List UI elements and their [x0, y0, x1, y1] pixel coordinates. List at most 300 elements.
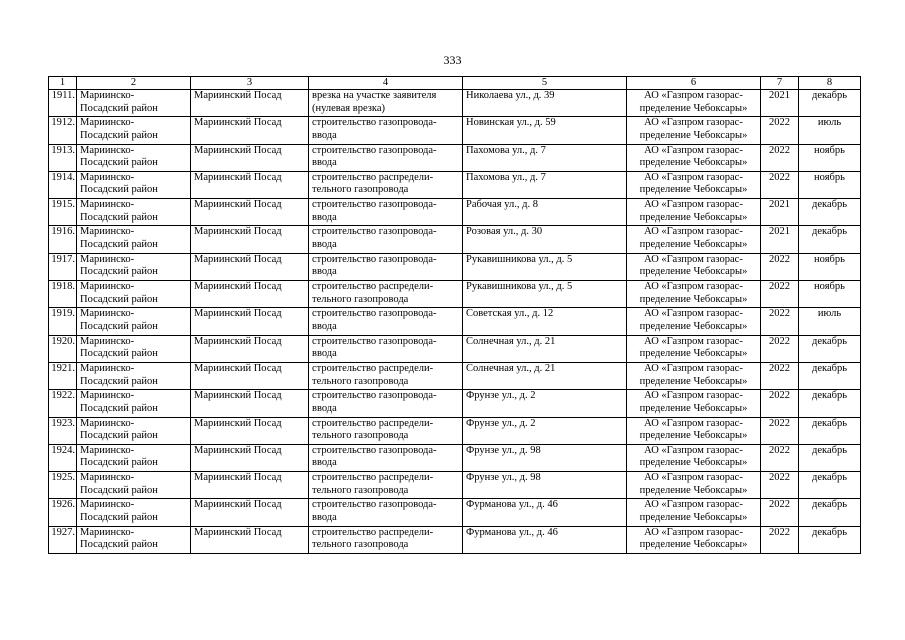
row-number-text: 1914. — [51, 171, 75, 183]
month-cell — [799, 144, 861, 171]
organization-cell — [627, 117, 761, 144]
organization-cell-text: пределение Чебоксары» — [639, 512, 748, 524]
work-type-cell-text: (нулевая врезка) — [312, 102, 385, 114]
column-header: 6 — [627, 77, 761, 90]
year-cell — [761, 308, 799, 335]
settlement-cell — [191, 472, 309, 499]
settlement-cell — [191, 526, 309, 553]
district-cell — [77, 226, 191, 253]
organization-cell-text: пределение Чебоксары» — [639, 239, 748, 251]
organization-cell-text: АО «Газпром газорас- — [644, 308, 743, 320]
column-number-row — [49, 77, 861, 90]
work-type-cell — [309, 362, 463, 389]
year-cell-text: 2021 — [769, 199, 790, 211]
work-type-cell — [309, 526, 463, 553]
settlement-cell-text: Мариинский Посад — [194, 171, 282, 183]
district-cell-text: Мариинско- — [80, 308, 135, 320]
work-type-cell-text: ввода — [312, 266, 337, 278]
row-number-text: 1917. — [51, 253, 75, 265]
address-cell-text: Николаева ул., д. 39 — [466, 90, 555, 101]
settlement-cell-text: Мариинский Посад — [194, 281, 282, 293]
table-row — [49, 199, 861, 226]
settlement-cell-text: Мариинский Посад — [194, 444, 282, 456]
month-cell-text: декабрь — [812, 472, 847, 484]
row-number-text: 1922. — [51, 390, 75, 402]
year-cell-text: 2022 — [769, 117, 790, 129]
organization-cell-text: пределение Чебоксары» — [639, 266, 748, 278]
district-cell-text: Мариинско- — [80, 390, 135, 402]
organization-cell-text: АО «Газпром газорас- — [644, 335, 743, 347]
table-row — [49, 390, 861, 417]
district-cell-text: Посадский район — [80, 293, 158, 305]
row-number — [49, 526, 77, 553]
work-type-cell — [309, 171, 463, 198]
work-type-cell-text: тельного газопровода — [312, 430, 409, 442]
address-cell-text: Новинская ул., д. 59 — [466, 117, 556, 129]
settlement-cell-text: Мариинский Посад — [194, 335, 282, 347]
work-type-cell-text: строительство газопровода- — [312, 144, 437, 156]
organization-cell — [627, 308, 761, 335]
year-cell-text: 2021 — [769, 90, 790, 101]
row-number — [49, 90, 77, 117]
organization-cell-text: АО «Газпром газорас- — [644, 444, 743, 456]
address-cell-text: Солнечная ул., д. 21 — [466, 362, 556, 374]
month-cell-text: декабрь — [812, 90, 847, 101]
year-cell — [761, 499, 799, 526]
year-cell — [761, 444, 799, 471]
table-row — [49, 226, 861, 253]
district-cell — [77, 390, 191, 417]
organization-cell-text: АО «Газпром газорас- — [644, 499, 743, 511]
row-number — [49, 390, 77, 417]
address-cell-text: Солнечная ул., д. 21 — [466, 335, 556, 347]
row-number — [49, 417, 77, 444]
organization-cell-text: пределение Чебоксары» — [639, 211, 748, 223]
table-row — [49, 90, 861, 117]
address-cell — [463, 144, 627, 171]
work-type-cell — [309, 199, 463, 226]
year-cell — [761, 144, 799, 171]
month-cell — [799, 171, 861, 198]
work-type-cell — [309, 117, 463, 144]
work-type-cell — [309, 90, 463, 117]
organization-cell — [627, 253, 761, 280]
month-cell-text: декабрь — [812, 417, 847, 429]
organization-cell-text: АО «Газпром газорас- — [644, 144, 743, 156]
settlement-cell — [191, 171, 309, 198]
row-number — [49, 171, 77, 198]
address-cell — [463, 199, 627, 226]
address-cell — [463, 444, 627, 471]
district-cell-text: Посадский район — [80, 348, 158, 360]
district-cell-text: Мариинско- — [80, 281, 135, 293]
organization-cell-text: пределение Чебоксары» — [639, 348, 748, 360]
year-cell — [761, 526, 799, 553]
settlement-cell-text: Мариинский Посад — [194, 253, 282, 265]
row-number-text: 1926. — [51, 499, 75, 511]
organization-cell — [627, 144, 761, 171]
organization-cell-text: пределение Чебоксары» — [639, 375, 748, 387]
organization-cell-text: АО «Газпром газорас- — [644, 90, 743, 101]
table-row — [49, 144, 861, 171]
row-number-text: 1912. — [51, 117, 75, 129]
work-type-cell-text: тельного газопровода — [312, 184, 409, 196]
work-type-cell-text: строительство распредели- — [312, 417, 434, 429]
row-number-text: 1921. — [51, 362, 75, 374]
row-number-text: 1911. — [51, 90, 75, 101]
organization-cell — [627, 472, 761, 499]
district-cell — [77, 308, 191, 335]
work-type-cell-text: строительство газопровода- — [312, 499, 437, 511]
address-cell-text: Розовая ул., д. 30 — [466, 226, 543, 238]
organization-cell-text: АО «Газпром газорас- — [644, 390, 743, 402]
address-cell-text: Фурманова ул., д. 46 — [466, 526, 558, 538]
year-cell-text: 2022 — [769, 335, 790, 347]
organization-cell-text: АО «Газпром газорас- — [644, 253, 743, 265]
row-number-text: 1923. — [51, 417, 75, 429]
settlement-cell — [191, 499, 309, 526]
row-number — [49, 499, 77, 526]
organization-cell — [627, 444, 761, 471]
work-type-cell-text: ввода — [312, 457, 337, 469]
district-cell-text: Мариинско- — [80, 335, 135, 347]
year-cell — [761, 171, 799, 198]
month-cell-text: ноябрь — [814, 144, 845, 156]
organization-cell-text: пределение Чебоксары» — [639, 102, 748, 114]
district-cell-text: Мариинско- — [80, 472, 135, 484]
month-cell — [799, 253, 861, 280]
work-type-cell-text: ввода — [312, 320, 337, 332]
month-cell — [799, 117, 861, 144]
work-type-cell-text: тельного газопровода — [312, 375, 409, 387]
row-number-text: 1913. — [51, 144, 75, 156]
address-cell-text: Рукавишникова ул., д. 5 — [466, 253, 573, 265]
month-cell — [799, 472, 861, 499]
address-cell-text: Пахомова ул., д. 7 — [466, 171, 546, 183]
district-cell — [77, 526, 191, 553]
organization-cell-text: АО «Газпром газорас- — [644, 226, 743, 238]
work-type-cell-text: врезка на участке заявителя — [312, 90, 437, 101]
work-type-cell — [309, 417, 463, 444]
work-type-cell-text: ввода — [312, 348, 337, 360]
table-row — [49, 335, 861, 362]
row-number — [49, 308, 77, 335]
table-row — [49, 308, 861, 335]
district-cell — [77, 472, 191, 499]
year-cell-text: 2022 — [769, 362, 790, 374]
month-cell — [799, 335, 861, 362]
organization-cell-text: АО «Газпром газорас- — [644, 117, 743, 129]
year-cell — [761, 390, 799, 417]
settlement-cell-text: Мариинский Посад — [194, 117, 282, 129]
page-number: 333 — [443, 53, 462, 67]
settlement-cell-text: Мариинский Посад — [194, 417, 282, 429]
district-cell — [77, 281, 191, 308]
organization-cell-text: АО «Газпром газорас- — [644, 417, 743, 429]
row-number-text: 1916. — [51, 226, 75, 238]
month-cell-text: декабрь — [812, 526, 847, 538]
settlement-cell — [191, 199, 309, 226]
year-cell-text: 2022 — [769, 144, 790, 156]
work-type-cell — [309, 499, 463, 526]
district-cell-text: Посадский район — [80, 512, 158, 524]
settlement-cell — [191, 444, 309, 471]
district-cell-text: Посадский район — [80, 430, 158, 442]
address-cell — [463, 117, 627, 144]
row-number — [49, 281, 77, 308]
district-cell — [77, 117, 191, 144]
address-cell — [463, 362, 627, 389]
organization-cell-text: пределение Чебоксары» — [639, 129, 748, 141]
table-row — [49, 526, 861, 553]
organization-cell-text: пределение Чебоксары» — [639, 157, 748, 169]
year-cell — [761, 472, 799, 499]
work-type-cell-text: ввода — [312, 512, 337, 524]
work-type-cell-text: строительство газопровода- — [312, 226, 437, 238]
column-header: 8 — [799, 77, 861, 90]
settlement-cell-text: Мариинский Посад — [194, 472, 282, 484]
year-cell-text: 2022 — [769, 281, 790, 293]
district-cell-text: Посадский район — [80, 239, 158, 251]
work-type-cell-text: ввода — [312, 211, 337, 223]
organization-cell — [627, 499, 761, 526]
year-cell-text: 2022 — [769, 472, 790, 484]
month-cell — [799, 526, 861, 553]
district-cell-text: Мариинско- — [80, 417, 135, 429]
organization-cell-text: АО «Газпром газорас- — [644, 526, 743, 538]
row-number-text: 1919. — [51, 308, 75, 320]
organization-cell — [627, 226, 761, 253]
district-cell — [77, 171, 191, 198]
year-cell — [761, 281, 799, 308]
month-cell-text: июль — [817, 308, 842, 320]
month-cell-text: декабрь — [812, 362, 847, 374]
work-type-cell-text: тельного газопровода — [312, 293, 409, 305]
organization-cell — [627, 417, 761, 444]
row-number — [49, 444, 77, 471]
month-cell-text: ноябрь — [814, 281, 845, 293]
work-type-cell-text: строительство газопровода- — [312, 253, 437, 265]
address-cell — [463, 335, 627, 362]
year-cell — [761, 417, 799, 444]
district-cell — [77, 417, 191, 444]
address-cell — [463, 171, 627, 198]
settlement-cell-text: Мариинский Посад — [194, 362, 282, 374]
organization-cell — [627, 335, 761, 362]
organization-cell — [627, 281, 761, 308]
district-cell-text: Посадский район — [80, 266, 158, 278]
month-cell-text: ноябрь — [814, 171, 845, 183]
work-type-cell-text: тельного газопровода — [312, 539, 409, 551]
work-type-cell-text: ввода — [312, 239, 337, 251]
month-cell — [799, 90, 861, 117]
work-type-cell-text: строительство газопровода- — [312, 335, 437, 347]
table-row — [49, 117, 861, 144]
row-number — [49, 335, 77, 362]
settlement-cell — [191, 335, 309, 362]
address-cell-text: Фрунзе ул., д. 98 — [466, 472, 541, 484]
settlement-cell — [191, 417, 309, 444]
row-number — [49, 226, 77, 253]
district-cell — [77, 335, 191, 362]
work-type-cell-text: строительство распредели- — [312, 472, 434, 484]
district-cell-text: Мариинско- — [80, 90, 135, 101]
row-number-text: 1924. — [51, 444, 75, 456]
address-cell — [463, 90, 627, 117]
district-cell-text: Мариинско- — [80, 362, 135, 374]
district-cell — [77, 199, 191, 226]
address-cell-text: Рукавишникова ул., д. 5 — [466, 281, 573, 293]
work-type-cell-text: строительство газопровода- — [312, 117, 437, 129]
year-cell — [761, 362, 799, 389]
district-cell-text: Посадский район — [80, 184, 158, 196]
year-cell-text: 2022 — [769, 417, 790, 429]
organization-cell — [627, 171, 761, 198]
column-header: 4 — [309, 77, 463, 90]
row-number — [49, 199, 77, 226]
district-cell-text: Посадский район — [80, 102, 158, 114]
year-cell-text: 2022 — [769, 171, 790, 183]
row-number — [49, 144, 77, 171]
organization-cell-text: АО «Газпром газорас- — [644, 362, 743, 374]
row-number-text: 1927. — [51, 526, 75, 538]
table-row — [49, 417, 861, 444]
address-cell — [463, 526, 627, 553]
district-cell-text: Мариинско- — [80, 526, 135, 538]
month-cell-text: декабрь — [812, 444, 847, 456]
work-type-cell-text: строительство распредели- — [312, 281, 434, 293]
work-type-cell — [309, 253, 463, 280]
settlement-cell — [191, 281, 309, 308]
organization-cell-text: АО «Газпром газорас- — [644, 171, 743, 183]
year-cell-text: 2022 — [769, 499, 790, 511]
month-cell — [799, 281, 861, 308]
address-cell — [463, 253, 627, 280]
district-cell-text: Мариинско- — [80, 117, 135, 129]
district-cell-text: Посадский район — [80, 484, 158, 496]
work-type-cell-text: тельного газопровода — [312, 484, 409, 496]
month-cell — [799, 499, 861, 526]
work-type-cell — [309, 390, 463, 417]
address-cell — [463, 499, 627, 526]
year-cell — [761, 335, 799, 362]
month-cell-text: декабрь — [812, 499, 847, 511]
work-type-cell-text: ввода — [312, 129, 337, 141]
district-cell — [77, 362, 191, 389]
organization-cell-text: пределение Чебоксары» — [639, 484, 748, 496]
organization-cell-text: пределение Чебоксары» — [639, 402, 748, 414]
district-cell-text: Посадский район — [80, 157, 158, 169]
address-cell — [463, 308, 627, 335]
row-number-text: 1925. — [51, 472, 75, 484]
district-cell-text: Посадский район — [80, 539, 158, 551]
organization-cell — [627, 199, 761, 226]
work-type-cell — [309, 226, 463, 253]
table-row — [49, 171, 861, 198]
district-cell-text: Посадский район — [80, 457, 158, 469]
settlement-cell-text: Мариинский Посад — [194, 390, 282, 402]
organization-cell — [627, 362, 761, 389]
address-cell-text: Пахомова ул., д. 7 — [466, 144, 546, 156]
organization-cell-text: АО «Газпром газорас- — [644, 472, 743, 484]
settlement-cell — [191, 308, 309, 335]
settlement-cell — [191, 90, 309, 117]
work-type-cell-text: строительство газопровода- — [312, 390, 437, 402]
organization-cell-text: пределение Чебоксары» — [639, 457, 748, 469]
district-cell — [77, 499, 191, 526]
month-cell — [799, 226, 861, 253]
year-cell — [761, 253, 799, 280]
address-cell — [463, 390, 627, 417]
table-row — [49, 472, 861, 499]
work-type-cell — [309, 144, 463, 171]
settlement-cell — [191, 253, 309, 280]
work-type-cell-text: строительство газопровода- — [312, 199, 437, 211]
work-type-cell-text: строительство распредели- — [312, 171, 434, 183]
work-type-cell — [309, 308, 463, 335]
address-cell-text: Советская ул., д. 12 — [466, 308, 554, 320]
table-row — [49, 499, 861, 526]
district-cell-text: Мариинско- — [80, 171, 135, 183]
month-cell-text: июль — [817, 117, 842, 129]
settlement-cell-text: Мариинский Посад — [194, 199, 282, 211]
work-type-cell-text: строительство газопровода- — [312, 308, 437, 320]
address-cell-text: Фрунзе ул., д. 98 — [466, 444, 541, 456]
organization-cell-text: пределение Чебоксары» — [639, 539, 748, 551]
column-header: 2 — [77, 77, 191, 90]
month-cell — [799, 444, 861, 471]
district-cell-text: Посадский район — [80, 402, 158, 414]
month-cell — [799, 362, 861, 389]
year-cell-text: 2022 — [769, 308, 790, 320]
work-type-cell-text: ввода — [312, 402, 337, 414]
table-row — [49, 362, 861, 389]
table-row — [49, 444, 861, 471]
district-cell-text: Мариинско- — [80, 199, 135, 211]
district-cell — [77, 253, 191, 280]
year-cell-text: 2022 — [769, 390, 790, 402]
address-cell-text: Фурманова ул., д. 46 — [466, 499, 558, 511]
column-header: 7 — [761, 77, 799, 90]
district-cell — [77, 444, 191, 471]
table-row — [49, 253, 861, 280]
settlement-cell-text: Мариинский Посад — [194, 526, 282, 538]
year-cell — [761, 117, 799, 144]
month-cell — [799, 390, 861, 417]
organization-cell-text: пределение Чебоксары» — [639, 184, 748, 196]
work-type-cell-text: строительство распредели- — [312, 526, 434, 538]
column-header: 3 — [191, 77, 309, 90]
work-type-cell-text: ввода — [312, 157, 337, 169]
year-cell-text: 2022 — [769, 253, 790, 265]
organization-cell — [627, 390, 761, 417]
year-cell-text: 2022 — [769, 444, 790, 456]
month-cell — [799, 308, 861, 335]
month-cell-text: декабрь — [812, 226, 847, 238]
gasification-table — [48, 76, 861, 554]
settlement-cell — [191, 362, 309, 389]
settlement-cell — [191, 390, 309, 417]
address-cell — [463, 417, 627, 444]
month-cell-text: декабрь — [812, 199, 847, 211]
work-type-cell-text: строительство газопровода- — [312, 444, 437, 456]
district-cell-text: Мариинско- — [80, 253, 135, 265]
address-cell — [463, 226, 627, 253]
district-cell — [77, 90, 191, 117]
row-number — [49, 253, 77, 280]
row-number-text: 1918. — [51, 281, 75, 293]
month-cell — [799, 417, 861, 444]
